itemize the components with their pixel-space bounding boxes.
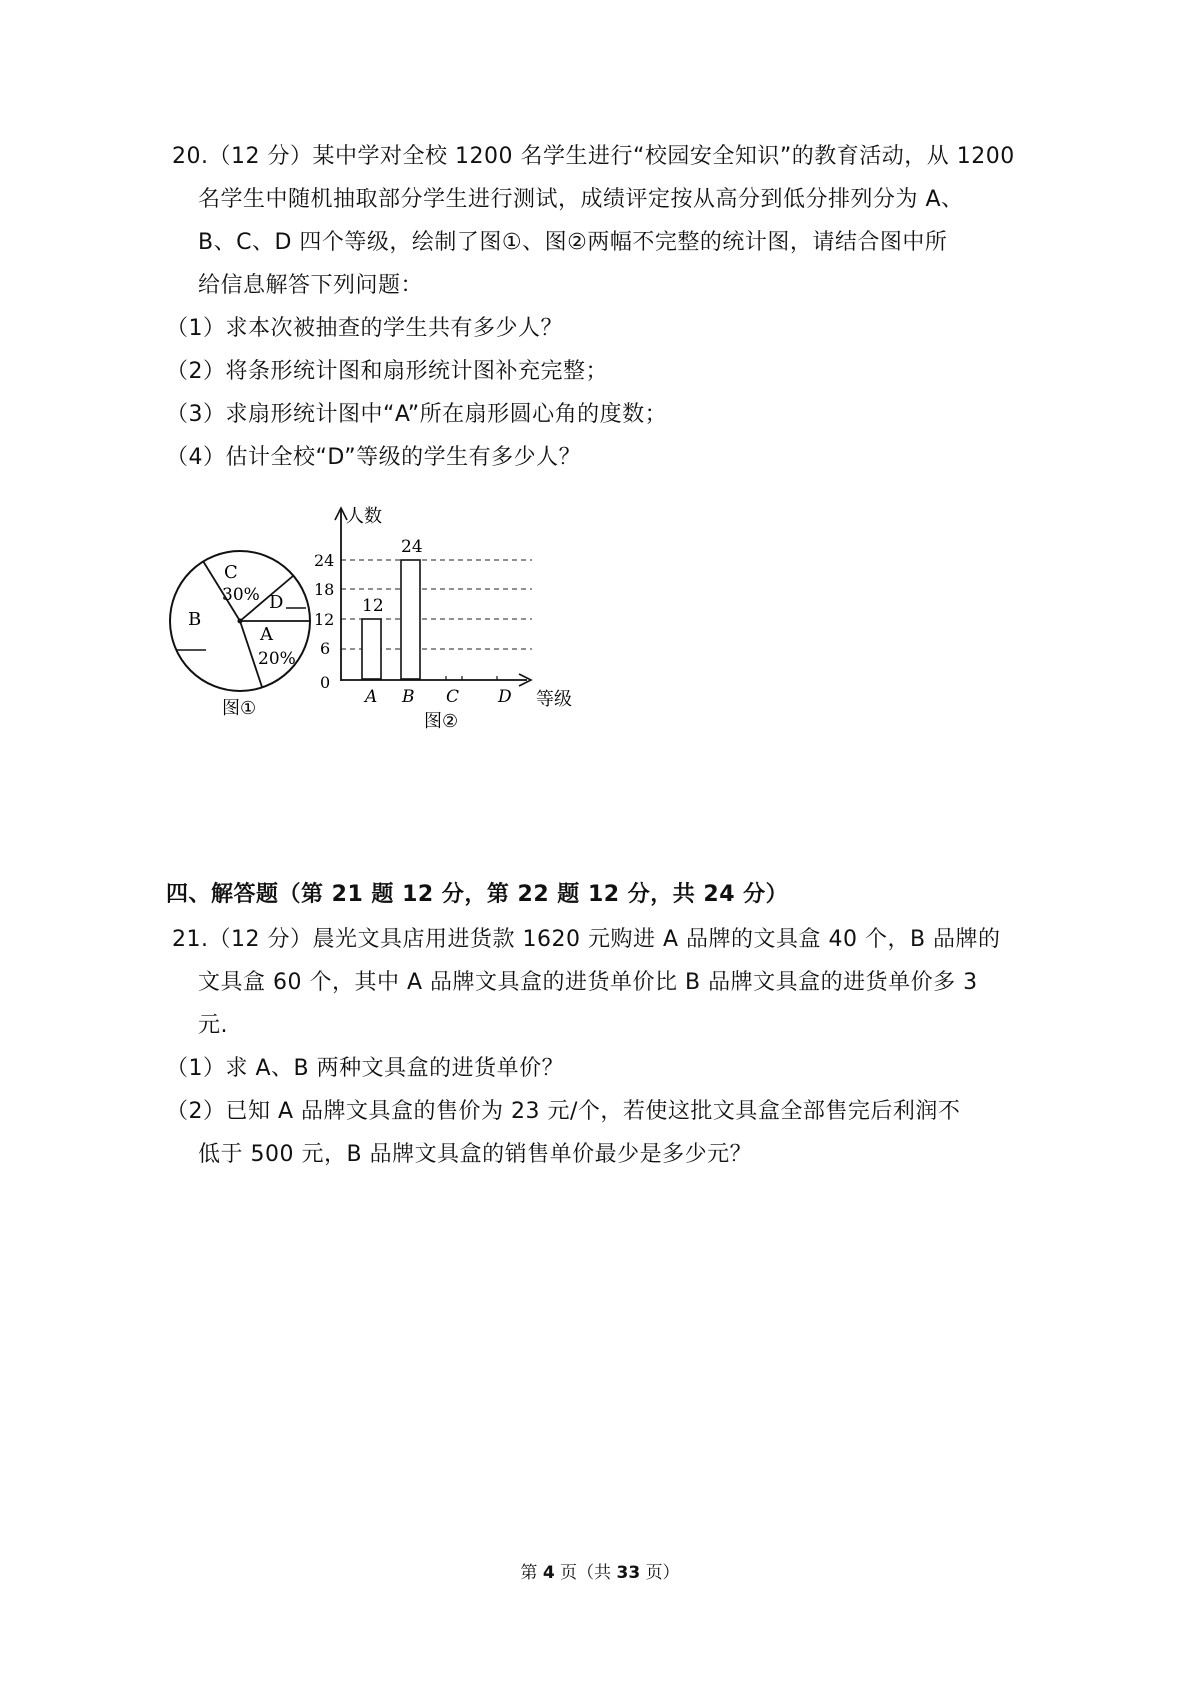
y-tick-18: 18 bbox=[314, 580, 335, 599]
footer-page-number: 4 bbox=[542, 1563, 555, 1583]
q21-sub-2: （2）已知 A 品牌文具盒的售价为 23 元/个，若使这批文具盒全部售完后利润不 bbox=[166, 1099, 961, 1124]
q20-sub-3: （3）求扇形统计图中“A”所在扇形圆心角的度数； bbox=[166, 402, 668, 427]
footer-suffix: 页） bbox=[645, 1563, 680, 1583]
figures bbox=[160, 495, 600, 745]
q20-sub-1: （1）求本次被抽查的学生共有多少人？ bbox=[166, 316, 563, 341]
x-tick-label-d: D bbox=[498, 687, 512, 707]
x-tick-label-c: C bbox=[446, 687, 460, 707]
y-tick-6: 6 bbox=[320, 639, 331, 658]
footer-prefix: 第 bbox=[520, 1563, 538, 1583]
pie-label-b: B bbox=[188, 609, 202, 630]
x-tick-label-b: B bbox=[402, 687, 415, 707]
bar-label-b: 24 bbox=[401, 537, 423, 557]
x-tick-label-a: A bbox=[365, 687, 378, 707]
pie-caption: 图① bbox=[222, 698, 257, 719]
bar-b bbox=[401, 560, 420, 679]
q20-line-4: 给信息解答下列问题： bbox=[198, 273, 424, 298]
q21-line-1: 21.（12 分）晨光文具店用进货款 1620 元购进 A 品牌的文具盒 40 个，B 品牌的 bbox=[172, 927, 1001, 952]
page-footer bbox=[0, 1558, 1200, 1583]
footer-total-pages: 33 bbox=[616, 1563, 641, 1583]
q21-sub-1: （1）求 A、B 两种文具盒的进货单价？ bbox=[166, 1056, 565, 1081]
y-tick-0: 0 bbox=[320, 673, 331, 692]
q21-line-2: 文具盒 60 个，其中 A 品牌文具盒的进货单价比 B 品牌文具盒的进货单价多 3 bbox=[198, 970, 978, 995]
q21-sub-3: 低于 500 元，B 品牌文具盒的销售单价最少是多少元？ bbox=[198, 1142, 753, 1167]
q20-sub-2: （2）将条形统计图和扇形统计图补充完整； bbox=[166, 359, 608, 384]
pie-chart bbox=[170, 551, 310, 719]
pie-label-a: A bbox=[260, 624, 273, 645]
section-heading: 四、解答题（第 21 题 12 分，第 22 题 12 分，共 24 分） bbox=[166, 882, 789, 907]
x-axis-label: 等级 bbox=[536, 689, 572, 710]
bar-caption: 图② bbox=[424, 711, 459, 732]
q20-line-2: 名学生中随机抽取部分学生进行测试，成绩评定按从高分到低分排列分为 A、 bbox=[198, 187, 964, 212]
y-tick-12: 12 bbox=[314, 610, 335, 629]
bar-a bbox=[362, 619, 381, 679]
bar-chart bbox=[314, 506, 572, 732]
pie-label-c: C bbox=[224, 562, 238, 583]
pie-label-a-percent: 20% bbox=[258, 649, 296, 669]
pie-center bbox=[238, 619, 243, 624]
pie-label-d: D bbox=[269, 592, 284, 613]
pie-label-c-percent: 30% bbox=[222, 585, 260, 605]
y-axis-label: 人数 bbox=[346, 506, 382, 527]
footer-middle: 页（共 bbox=[560, 1563, 612, 1583]
q20-sub-4: （4）估计全校“D”等级的学生有多少人？ bbox=[166, 445, 582, 470]
q20-line-3: B、C、D 四个等级，绘制了图①、图②两幅不完整的统计图，请结合图中所 bbox=[198, 230, 948, 255]
y-tick-24: 24 bbox=[314, 551, 335, 570]
q21-line-3: 元. bbox=[198, 1013, 228, 1038]
bar-label-a: 12 bbox=[362, 596, 384, 616]
q20-line-1: 20.（12 分）某中学对全校 1200 名学生进行“校园安全知识”的教育活动，从 1200 bbox=[172, 144, 1015, 169]
